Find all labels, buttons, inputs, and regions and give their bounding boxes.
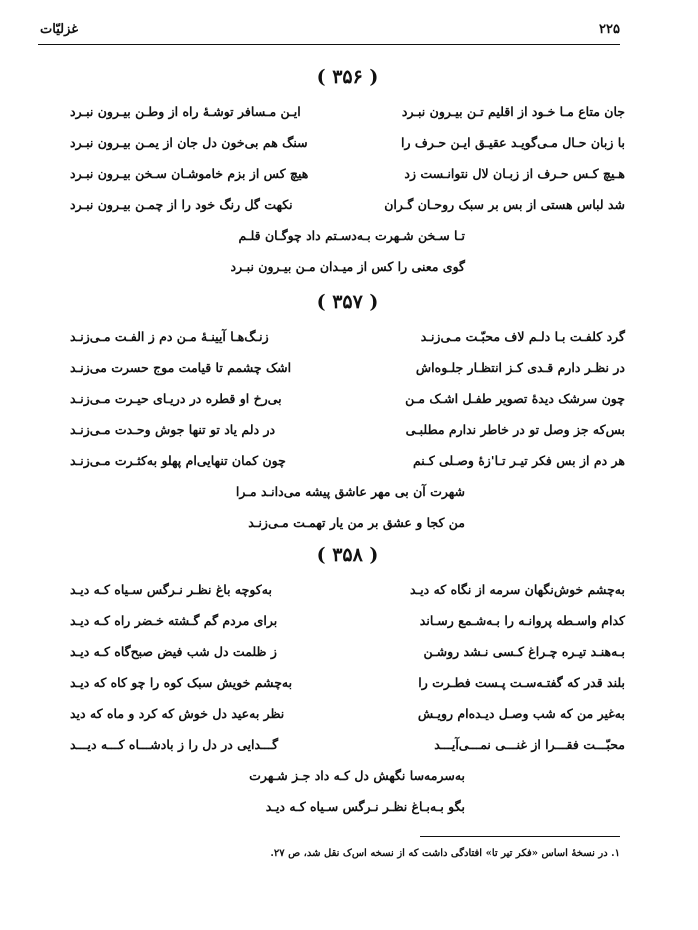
first-hemistich: بلند قدر که گفتـه‌سـت پـست فطـرت را [418, 675, 625, 690]
couplet [70, 636, 625, 667]
couplet [70, 158, 625, 189]
footnote: ۱. در نسخهٔ اساس «فکر تیر تا» افتادگی داشت که از نسخه اس‌ک نقل شد، ص ۲۷. [270, 848, 620, 859]
first-hemistich: به‌چشم خوش‌نگهان سرمه از نگاه که دیـد [409, 582, 625, 597]
couplet [70, 605, 625, 636]
closing-couplet-line-2 [70, 251, 625, 282]
closing-hemistich: بگو بـه‌بـاغ نظـر نـرگس سـیاه کـه دیـد [265, 799, 465, 814]
second-hemistich: برای مردم گم گـشته خـضر راه کـه دیـد [70, 613, 278, 628]
poem-title: ( ۳۵۶ ) [316, 66, 379, 88]
couplet [70, 698, 625, 729]
first-hemistich: هـیچ کـس حـرف از زبـان لال نتوانـست زد [404, 166, 625, 181]
page-header [40, 20, 620, 42]
second-hemistich: گـــدایی در دل را ز بادشـــاه کـــه دیـــد [70, 737, 279, 752]
closing-couplet-line-2 [70, 791, 625, 822]
couplet [70, 383, 625, 414]
first-hemistich: به‌غیر من که شب وصـل دیـده‌ام رویـش [417, 706, 625, 721]
couplet [70, 729, 625, 760]
first-hemistich: بس‌که جز وصل تو در خاطر ندارم مطلبـی [405, 422, 625, 437]
footnote-divider [420, 836, 620, 837]
closing-couplet-line-1 [70, 760, 625, 791]
first-hemistich: گرد کلفـت بـا دلـم لاف محبّـت مـی‌زنـد [420, 329, 625, 344]
first-hemistich: شد لباس هستی از بس بر سبک روحـان گـران [384, 197, 625, 212]
poem-title: ( ۳۵۷ ) [316, 291, 379, 313]
couplet [70, 574, 625, 605]
couplet [70, 96, 625, 127]
closing-hemistich: گوی معنی را کس از میـدان مـن بیـرون نبـرد [230, 259, 465, 274]
closing-couplet-line-1 [70, 220, 625, 251]
second-hemistich: هیچ کس از بزم خاموشـان سـخن بیـرون نبـرد [70, 166, 309, 181]
couplet [70, 189, 625, 220]
couplet [70, 127, 625, 158]
closing-hemistich: به‌سرمه‌سا نگهش دل کـه داد جـز شـهرت [249, 768, 465, 783]
first-hemistich: محبّـــت فقـــرا از غنـــی نمـــی‌آیـــد [434, 737, 625, 752]
page-number: ۲۲۵ [599, 22, 620, 37]
closing-couplet-line-2 [70, 507, 625, 538]
first-hemistich: چون سرشک دیدهٔ تصویر طفـل اشـک مـن [405, 391, 625, 406]
couplet [70, 667, 625, 698]
couplet [70, 352, 625, 383]
couplet [70, 445, 625, 476]
poem-357 [70, 289, 625, 538]
first-hemistich: جان متاع مـا خـود از اقلیم تـن بیـرون نبـرد [401, 104, 625, 119]
closing-hemistich: من کجا و عشق بر من یار تهمـت مـی‌زنـد [248, 515, 465, 530]
second-hemistich: در دلم یاد تو تنها جوش وحـدت مـی‌زنـد [70, 422, 276, 437]
first-hemistich: بـه‌هنـد تیـره چـراغ کـسی نـشد روشـن [423, 644, 625, 659]
couplet [70, 414, 625, 445]
couplet [70, 321, 625, 352]
poem-356 [70, 64, 625, 282]
second-hemistich: چون کمان تنهایی‌ام پهلو به‌کثـرت مـی‌زنـد [70, 453, 286, 468]
second-hemistich: اشک چشمم تا قیامت موج حسرت می‌زنـد [70, 360, 292, 375]
second-hemistich: سنگ هم بی‌خون دل جان از یمـن بیـرون نبـرد [70, 135, 308, 150]
running-title: غزلیّات [40, 22, 79, 37]
second-hemistich: به‌کوچه باغ نظـر نـرگس سـیاه کـه دیـد [70, 582, 272, 597]
second-hemistich: ایـن مـسافر توشـهٔ راه از وطـن بیـرون نبـرد [70, 104, 301, 119]
second-hemistich: نکهت گل رنگ خود را از چمـن بیـرون نبـرد [70, 197, 293, 212]
closing-hemistich: شهرت آن بی مهر عاشق پیشه می‌دانـد مـرا [235, 484, 465, 499]
header-divider [38, 44, 620, 45]
second-hemistich: به‌چشم خویش سبک کوه را چو کاه که دیـد [70, 675, 293, 690]
second-hemistich: ز ظلمت دل شب فیض صبح‌گاه کـه دیـد [70, 644, 277, 659]
closing-couplet-line-1 [70, 476, 625, 507]
second-hemistich: بی‌رخ او قطره در دریـای حیـرت مـی‌زنـد [70, 391, 282, 406]
first-hemistich: کدام واسـطه پروانـه را بـه‌شـمع رسـاند [419, 613, 625, 628]
second-hemistich: زنـگ‌هـا آیینـهٔ مـن دم ز الفـت مـی‌زنـد [70, 329, 269, 344]
first-hemistich: در نظـر دارم قـدی کـز انتظـار جلـوه‌اش [415, 360, 625, 375]
closing-hemistich: تـا سـخن شـهرت بـه‌دسـتم داد چوگـان قلـم [238, 228, 465, 243]
first-hemistich: با زبان حـال مـی‌گویـد عقیـق ایـن حـرف را [401, 135, 625, 150]
poem-358 [70, 542, 625, 822]
first-hemistich: هر دم از بس فکر تیـر تـا'زهٔ وصـلی کـنم [412, 453, 625, 468]
second-hemistich: نظر به‌عید دل خوش که کرد و ماه که دید [70, 706, 285, 721]
poem-title: ( ۳۵۸ ) [316, 544, 379, 566]
